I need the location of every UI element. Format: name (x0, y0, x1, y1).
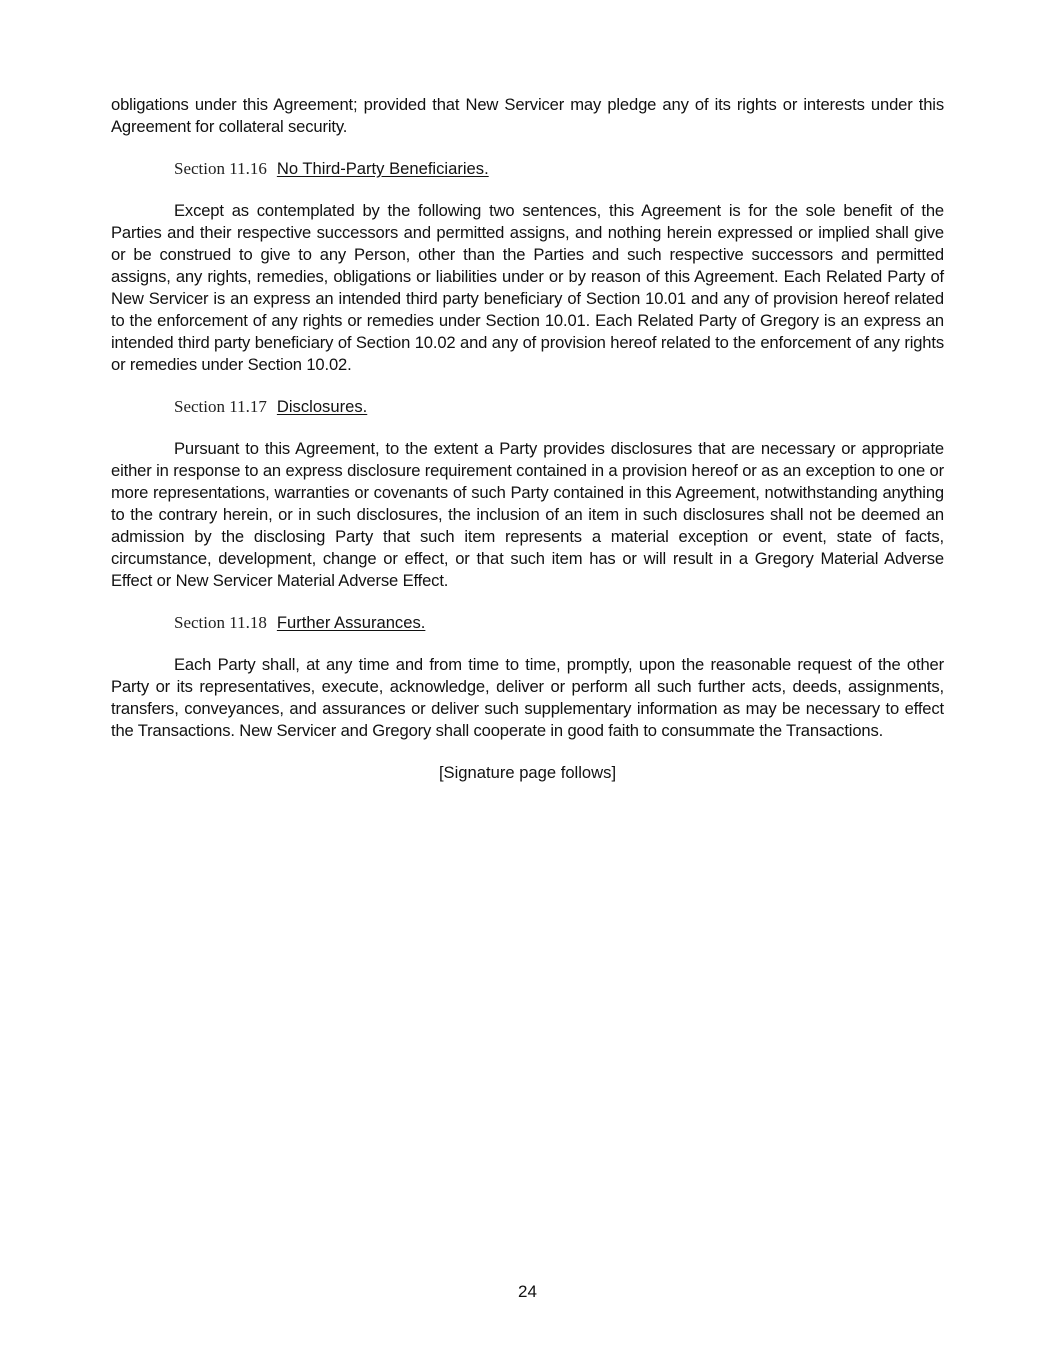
section-heading-11-16 (174, 158, 944, 180)
section-title: No Third-Party Beneficiaries. (276, 159, 489, 178)
section-title: Disclosures. (276, 397, 368, 416)
section-heading-11-18 (174, 612, 944, 634)
document-body (111, 94, 944, 784)
signature-page-note: [Signature page follows] (438, 763, 617, 782)
section-number: Section 11.16 (174, 159, 267, 178)
opening-paragraph: obligations under this Agreement; provided that New Servicer may pledge any of its rights or interests under this Agreement for collateral security. (111, 95, 944, 136)
section-heading-11-17 (174, 396, 944, 418)
section-body-11-18: Each Party shall, at any time and from time to time, promptly, upon the reasonable request of the other Party or its representatives, execute, acknowledge, deliver or perform all such further acts, deeds, assignments, transfers, conveyances, and assurances or deliver such supplementary information as may be necessary to effect the Transactions. New Servicer and Gregory shall cooperate in good faith to consummate the Transactions. (111, 655, 944, 740)
section-title: Further Assurances. (276, 613, 426, 632)
section-number: Section 11.17 (174, 397, 267, 416)
page-number: 24 (518, 1282, 537, 1301)
section-number: Section 11.18 (174, 613, 267, 632)
section-body-11-17: Pursuant to this Agreement, to the extent a Party provides disclosures that are necessary or appropriate either in response to an express disclosure requirement contained in a provision hereof or as an exception to one or more representations, warranties or covenants of such Party contained in this Agreement, notwithstanding anything to the contrary herein, or in such disclosures, the inclusion of an item in such disclosures shall not be deemed an admission by the disclosing Party that such item represents a material exception or event, state of facts, circumstance, development, change or effect, or that such item has or will result in a Gregory Material Adverse Effect or New Servicer Material Adverse Effect. (111, 439, 944, 590)
section-body-11-16: Except as contemplated by the following two sentences, this Agreement is for the sole benefit of the Parties and their respective successors and permitted assigns, and nothing herein expressed or implied shall give or be construed to give to any Person, other than the Parties and such respective successors and permitted assigns, any rights, remedies, obligations or liabilities under or by reason of this Agreement. Each Related Party of New Servicer is an express an intended third party beneficiary of Section 10.01 and any of provision hereof related to the enforcement of any rights or remedies under Section 10.01. Each Related Party of Gregory is an express an intended third party beneficiary of Section 10.02 and any of provision hereof related to the enforcement of any rights or remedies under Section 10.02. (111, 201, 944, 374)
